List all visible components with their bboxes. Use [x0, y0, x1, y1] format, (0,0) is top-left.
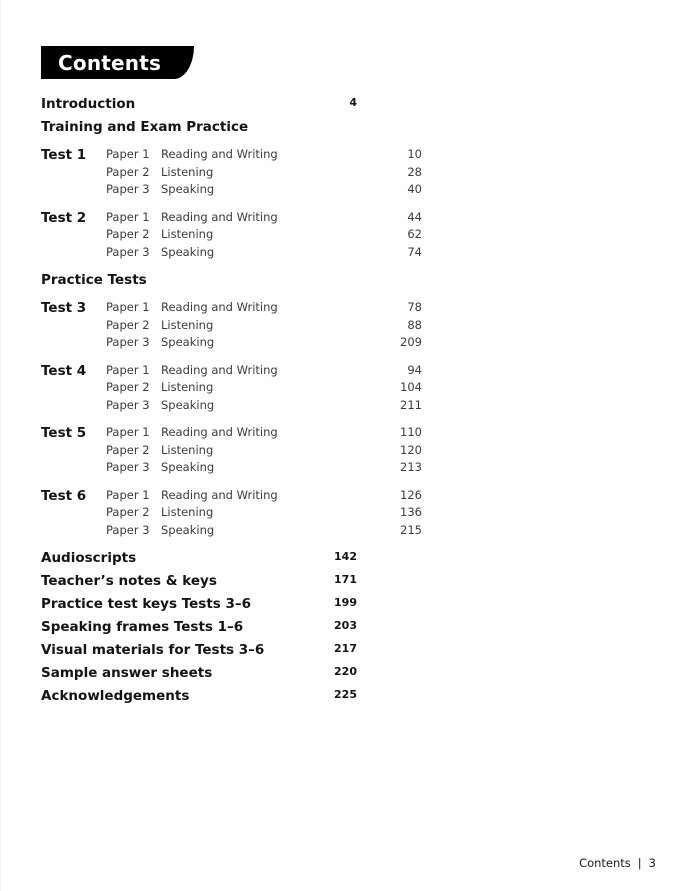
toc-entry-speaking-frames[interactable]	[41, 616, 357, 639]
footer-page-number: 3	[648, 856, 656, 870]
toc-test-name: Test 5	[41, 425, 87, 441]
toc-paper-number: Paper 3	[106, 244, 150, 259]
spacer	[41, 139, 357, 146]
toc-paper-page: 44	[407, 209, 422, 224]
toc-test-group	[41, 146, 422, 199]
toc-paper-list	[106, 209, 422, 262]
toc-paper-row[interactable]	[106, 181, 422, 199]
toc-section-label: Practice Tests	[41, 272, 147, 288]
toc-paper-title: Speaking	[161, 522, 215, 537]
toc-paper-page: 126	[400, 487, 422, 502]
toc-paper-page: 136	[400, 505, 422, 519]
page-title: Contents	[58, 51, 162, 75]
toc-paper-title: Reading and Writing	[161, 362, 278, 377]
toc-paper-number: Paper 1	[106, 425, 150, 439]
toc-entry-label: Visual materials for Tests 3–6	[41, 642, 265, 658]
toc-paper-number: Paper 2	[106, 380, 150, 394]
toc-paper-row[interactable]	[106, 334, 422, 352]
toc-paper-number: Paper 2	[106, 227, 150, 241]
toc-entry-acknowledgements[interactable]	[41, 685, 357, 708]
toc-test-group	[41, 362, 422, 415]
toc-paper-page: 88	[407, 317, 422, 332]
toc-entry-page: 142	[334, 550, 357, 563]
toc-paper-number: Paper 2	[106, 164, 150, 179]
toc-test-name: Test 6	[41, 487, 87, 504]
toc-paper-title: Reading and Writing	[161, 487, 278, 502]
toc-paper-page: 120	[400, 442, 422, 457]
toc-paper-title: Speaking	[161, 460, 215, 474]
toc-entry-page: 199	[334, 596, 357, 609]
toc-paper-title: Listening	[161, 380, 214, 394]
spacer	[41, 414, 357, 424]
toc-paper-number: Paper 3	[106, 335, 150, 349]
toc-paper-row[interactable]	[106, 299, 422, 317]
table-of-contents	[41, 93, 422, 708]
toc-entry-page: 225	[334, 688, 357, 701]
toc-paper-page: 40	[407, 182, 422, 196]
toc-entry-label: Audioscripts	[41, 550, 137, 566]
toc-paper-page: 28	[407, 164, 422, 179]
toc-paper-title: Reading and Writing	[161, 147, 278, 161]
footer-separator: |	[637, 856, 642, 870]
toc-paper-number: Paper 1	[106, 147, 150, 161]
toc-paper-title: Speaking	[161, 397, 215, 412]
toc-paper-title: Listening	[161, 442, 214, 457]
toc-paper-row[interactable]	[106, 362, 422, 380]
toc-paper-row[interactable]	[106, 487, 422, 505]
toc-test-group	[41, 209, 422, 262]
toc-entry-sample-answer-sheets[interactable]	[41, 662, 357, 685]
toc-paper-row[interactable]	[106, 209, 422, 227]
toc-paper-number: Paper 1	[106, 362, 150, 377]
toc-entry-page: 171	[334, 573, 357, 586]
toc-entry-introduction[interactable]	[41, 93, 357, 116]
toc-paper-page: 215	[400, 522, 422, 537]
spacer	[41, 199, 357, 209]
toc-paper-title: Speaking	[161, 182, 215, 196]
toc-paper-row[interactable]	[106, 504, 422, 522]
toc-paper-number: Paper 2	[106, 317, 150, 332]
toc-paper-number: Paper 3	[106, 397, 150, 412]
toc-paper-title: Speaking	[161, 244, 215, 259]
toc-test-name: Test 3	[41, 300, 87, 316]
toc-paper-page: 110	[400, 425, 422, 439]
toc-paper-page: 10	[407, 147, 422, 161]
toc-paper-number: Paper 3	[106, 522, 150, 537]
toc-paper-list	[106, 362, 422, 415]
toc-paper-row[interactable]	[106, 459, 422, 477]
toc-paper-page: 209	[400, 335, 422, 349]
toc-entry-label: Practice test keys Tests 3–6	[41, 596, 252, 612]
toc-paper-number: Paper 2	[106, 442, 150, 457]
toc-paper-number: Paper 3	[106, 460, 150, 474]
spacer	[41, 352, 357, 362]
toc-paper-page: 62	[407, 227, 422, 241]
toc-section-practice	[41, 269, 357, 292]
toc-paper-page: 104	[400, 380, 422, 394]
toc-paper-number: Paper 2	[106, 505, 150, 519]
toc-paper-row[interactable]	[106, 522, 422, 540]
toc-entry-label: Teacher’s notes & keys	[41, 573, 217, 589]
toc-paper-row[interactable]	[106, 442, 422, 460]
toc-entry-page: 203	[334, 619, 357, 632]
toc-entry-label: Acknowledgements	[41, 688, 190, 704]
toc-section-label: Training and Exam Practice	[41, 119, 249, 135]
toc-paper-list	[106, 146, 422, 199]
toc-paper-page: 94	[407, 362, 422, 377]
toc-paper-row[interactable]	[106, 226, 422, 244]
toc-paper-page: 211	[400, 397, 422, 412]
toc-paper-title: Listening	[161, 227, 214, 241]
toc-paper-title: Listening	[161, 164, 214, 179]
toc-entry-teachers-notes[interactable]	[41, 570, 357, 593]
toc-paper-number: Paper 1	[106, 209, 150, 224]
toc-paper-list	[106, 487, 422, 540]
toc-test-group	[41, 487, 422, 540]
toc-paper-list	[106, 299, 422, 352]
toc-paper-number: Paper 1	[106, 300, 150, 314]
toc-entry-label: Introduction	[41, 96, 136, 112]
toc-entry-label: Sample answer sheets	[41, 665, 213, 681]
toc-paper-row[interactable]	[106, 146, 422, 164]
toc-paper-number: Paper 1	[106, 487, 150, 502]
page-footer	[579, 855, 656, 871]
toc-paper-page: 78	[407, 300, 422, 314]
toc-paper-title: Reading and Writing	[161, 209, 278, 224]
toc-test-group	[41, 424, 422, 477]
toc-test-group	[41, 299, 422, 352]
toc-paper-page: 213	[400, 460, 422, 474]
toc-paper-number: Paper 3	[106, 182, 150, 196]
contents-banner-tail	[174, 46, 194, 79]
toc-test-name: Test 1	[41, 147, 87, 163]
toc-entry-visual-materials[interactable]	[41, 639, 357, 662]
toc-paper-title: Listening	[161, 317, 214, 332]
toc-paper-row[interactable]	[106, 244, 422, 262]
toc-entry-page: 217	[334, 642, 357, 655]
toc-paper-row[interactable]	[106, 397, 422, 415]
spacer	[41, 539, 357, 547]
toc-entry-practice-test-keys[interactable]	[41, 593, 357, 616]
toc-test-name: Test 2	[41, 209, 87, 226]
toc-paper-title: Reading and Writing	[161, 425, 278, 439]
toc-paper-title: Speaking	[161, 335, 215, 349]
toc-paper-row[interactable]	[106, 164, 422, 182]
footer-section-label: Contents	[579, 856, 631, 870]
spacer	[41, 292, 357, 299]
toc-paper-row[interactable]	[106, 424, 422, 442]
toc-entry-page: 220	[334, 665, 357, 678]
toc-paper-row[interactable]	[106, 317, 422, 335]
toc-entry-label: Speaking frames Tests 1–6	[41, 619, 244, 635]
spacer	[41, 477, 357, 487]
spacer	[41, 261, 357, 269]
toc-paper-list	[106, 424, 422, 477]
toc-paper-page: 74	[407, 244, 422, 259]
toc-entry-audioscripts[interactable]	[41, 547, 357, 570]
toc-paper-title: Reading and Writing	[161, 300, 278, 314]
toc-paper-row[interactable]	[106, 379, 422, 397]
toc-section-training	[41, 116, 357, 139]
toc-entry-page: 4	[349, 96, 357, 109]
toc-paper-title: Listening	[161, 505, 214, 519]
toc-test-name: Test 4	[41, 362, 87, 379]
